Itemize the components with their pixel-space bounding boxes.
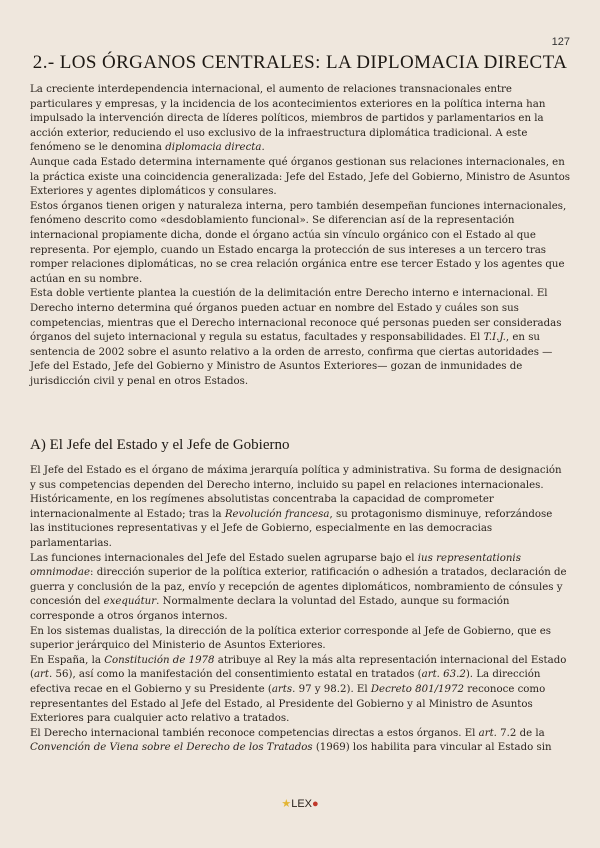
section-intro	[30, 83, 570, 389]
chapter-title: 2.- LOS ÓRGANOS CENTRALES: LA DIPLOMACIA DIRECTA	[32, 52, 568, 73]
section-jefe-estado	[30, 464, 570, 756]
paragraph: Esta doble vertiente plantea la cuestión de la delimitación entre Derecho interno e internacional. El Derecho interno determina qué órganos pueden actuar en nombre del Estado y cuáles son sus competencias, mientras que el Derecho internacional reconoce qué personas pueden ser consideradas órganos del sujeto internacional y regula su estatus, facultades y responsabilidades. El T.I.J., en su sentencia de 2002 sobre el asunto relativo a la orden de arresto, confirma que ciertas autoridades —Jefe del Estado, Jefe del Gobierno y Ministro de Asuntos Exteriores— gozan de inmunidades de jurisdicción civil y penal en otros Estados.	[30, 288, 562, 387]
paragraph: La creciente interdependencia internacional, el aumento de relaciones transnacionales entre particulares y empresas, y la incidencia de los acontecimientos exteriores en la política interna han impulsado la intervención directa de líderes políticos, miembros de partidos y parlamentarios en la acción exterior, reduciendo el uso exclusivo de la infraestructura diplomática tradicional. A este fenómeno se le denomina diplomacia directa.	[30, 84, 546, 154]
paragraph: El Jefe del Estado es el órgano de máxima jerarquía política y administrativa. Su forma de designación y sus competencias dependen del Derecho interno, incluido su papel en relaciones internacionales. Históricamente, en los regímenes absolutistas concentraba la capacidad de comprometer internacionalmente al Estado; tras la Revolución francesa, su protagonismo disminuye, reforzándose las instituciones representativas y el Jefe de Gobierno, especialmente en las democracias parlamentarias.	[30, 465, 562, 549]
footer-logo	[0, 797, 600, 810]
logo-text: LEX	[291, 798, 312, 810]
section-heading: A) El Jefe del Estado y el Jefe de Gobierno	[30, 437, 290, 453]
paragraph: Aunque cada Estado determina internamente qué órganos gestionan sus relaciones internacionales, en la práctica existe una coincidencia generalizada: Jefe del Estado, Jefe del Gobierno, Ministro de Asuntos Exteriores y agentes diplomáticos y consulares.	[30, 156, 570, 198]
paragraph: En España, la Constitución de 1978 atribuye al Rey la más alta representación internacional del Estado (art. 56), así como la manifestación del consentimiento estatal en tratados (art. 63.2). La dirección efectiva recae en el Gobierno y su Presidente (arts. 97 y 98.2). El Decreto 801/1972 reconoce como representantes del Estado al Jefe del Estado, al Presidente del Gobierno y al Ministro de Asuntos Exteriores para cualquier acto relativo a tratados.	[30, 654, 567, 725]
page-number: 127	[551, 36, 570, 48]
star-icon: ★	[281, 798, 292, 810]
paragraph: En los sistemas dualistas, la dirección de la política exterior corresponde al Jefe de Gobierno, que es superior jerárquico del Ministerio de Asuntos Exteriores.	[30, 625, 552, 652]
paragraph: Las funciones internacionales del Jefe del Estado suelen agruparse bajo el ius representationis omnimodae: dirección superior de la política exterior, ratificación o adhesión a tratados, declaración de guerra y conclusión de la paz, envío y recepción de agentes diplomáticos, nombramiento de cónsules y concesión del exequátur. Normalmente declara la voluntad del Estado, aunque su formación corresponde a otros órganos internos.	[30, 552, 567, 622]
drop-icon: ●	[312, 798, 319, 810]
paragraph: Estos órganos tienen origen y naturaleza interna, pero también desempeñan funciones internacionales, fenómeno descrito como «desdoblamiento funcional». Se diferencian así de la representación internacional propiamente dicha, donde el órgano actúa sin vínculo orgánico con el Estado al que representa. Por ejemplo, cuando un Estado encarga la protección de sus intereses a un tercero tras romper relaciones diplomáticas, no se crea relación orgánica entre ese tercer Estado y los agentes que actúan en su nombre.	[30, 200, 567, 285]
paragraph: El Derecho internacional también reconoce competencias directas a estos órganos. El art. 7.2 de la Convención de Viena sobre el Derecho de los Tratados (1969) los habilita para vincular al Estado sin	[30, 727, 552, 754]
